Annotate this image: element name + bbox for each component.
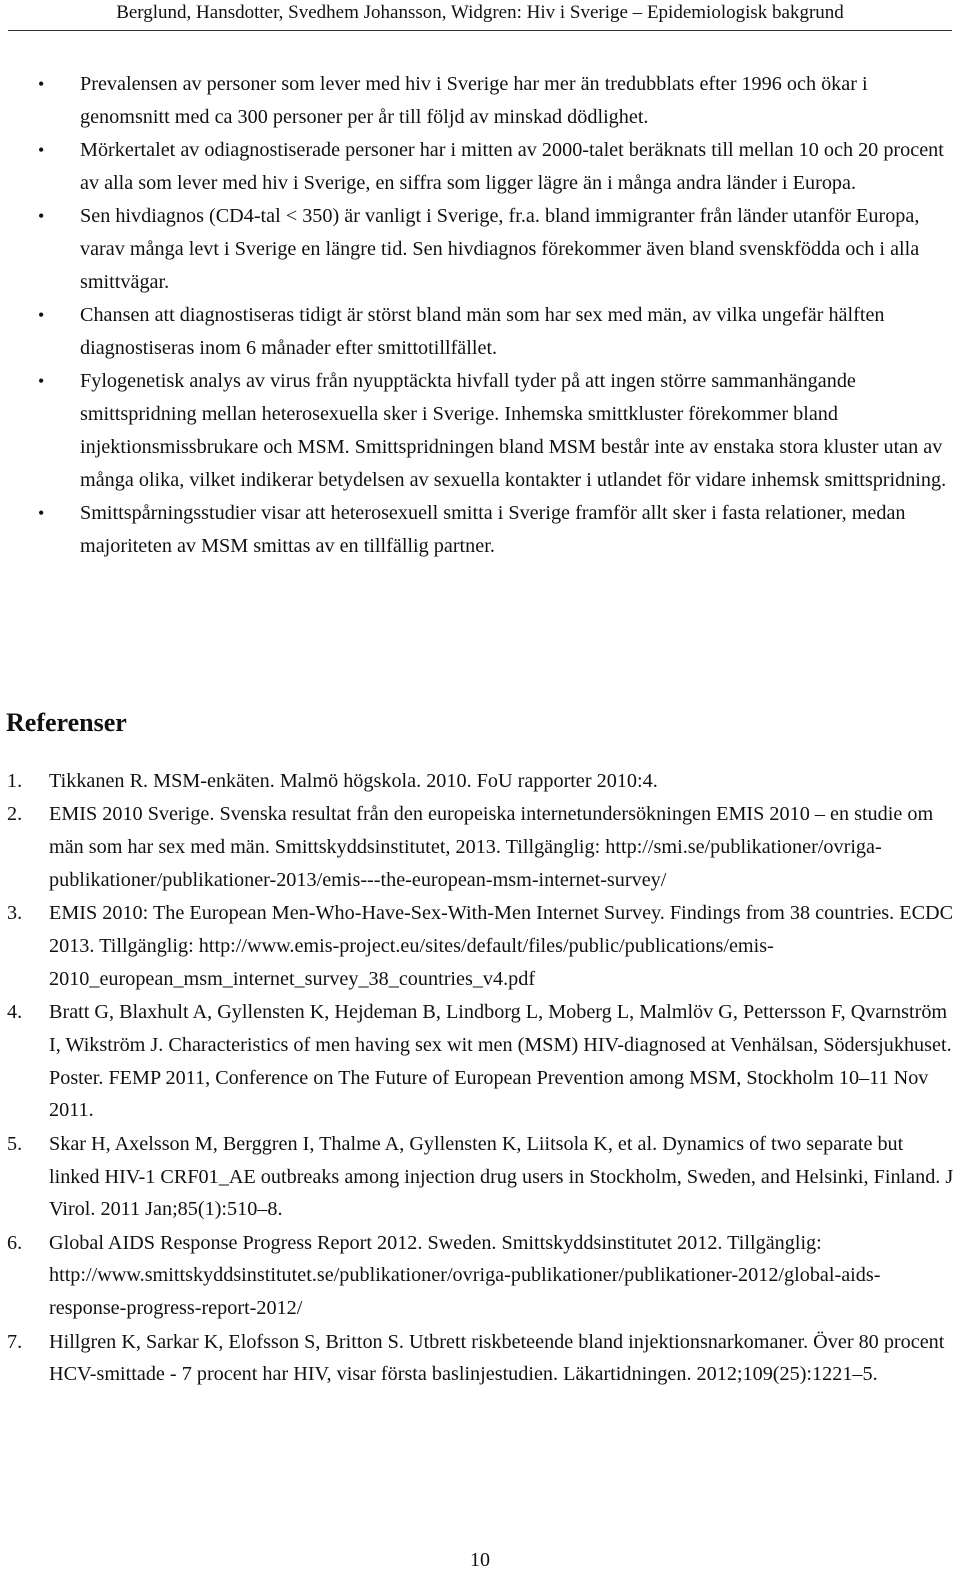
running-header: Berglund, Hansdotter, Svedhem Johansson, Widgren: Hiv i Sverige – Epidemiologisk bakgrund: [116, 2, 844, 23]
reference-number: 4.: [7, 1001, 23, 1024]
bullet-icon: •: [38, 502, 45, 523]
reference-text: Bratt G, Blaxhult A, Gyllensten K, Hejdeman B, Lindborg L, Moberg L, Malmlöv G, Pettersson F, Qvarnström I, Wikström J. Characteristics of men having sex wit men (MSM) HIV-diagnosed at Venhälsan, Södersjukhuset. Poster. FEMP 2011, Conference on The Future of European Prevention among MSM, Stockholm 10–11 Nov 2011.: [49, 1001, 952, 1122]
bullet-text: Sen hivdiagnos (CD4-tal < 350) är vanligt i Sverige, fr.a. bland immigranter från länder utanför Europa, varav många levt i Sverige en längre tid. Sen hivdiagnos förekommer även bland svenskfödda och i alla smittvägar.: [80, 205, 920, 293]
bullet-text: Fylogenetisk analys av virus från nyupptäckta hivfall tyder på att ingen större sammanhängande smittspridning mellan heterosexuella sker i Sverige. Inhemska smittkluster förekommer bland injektionsmissbrukare och MSM. Smittspridningen bland MSM består inte av enstaka stora kluster utan av många olika, vilket indikerar betydelsen av sexuella kontakter i utlandet för vidare inhemsk smittspridning.: [80, 370, 947, 491]
reference-item: [0, 1128, 960, 1226]
summary-bullet-list: [0, 68, 960, 563]
reference-item: [0, 996, 960, 1127]
reference-list: [0, 765, 960, 1392]
reference-text: EMIS 2010: The European Men-Who-Have-Sex-With-Men Internet Survey. Findings from 38 countries. ECDC 2013. Tillgänglig: http://www.emis-project.eu/sites/default/files/public/publications/emis-2010_european_msm_internet_survey_38_countries_v4.pdf: [49, 902, 954, 990]
reference-text: EMIS 2010 Sverige. Svenska resultat från den europeiska internetundersökningen EMIS 2010 – en studie om män som har sex med män. Smittskyddsinstitutet, 2013. Tillgänglig: http://smi.se/publikationer/ovriga-publikationer/publikationer-2013/emis---the-european-msm-internet-survey/: [49, 803, 934, 891]
reference-text: Skar H, Axelsson M, Berggren I, Thalme A, Gyllensten K, Liitsola K, et al. Dynamics of two separate but linked HIV-1 CRF01_AE outbreaks among injection drug users in Stockholm, Sweden, and Helsinki, Finland. J Virol. 2011 Jan;85(1):510–8.: [49, 1132, 954, 1221]
references-heading: Referenser: [6, 708, 127, 737]
bullet-item: [0, 497, 960, 563]
reference-text: Global AIDS Response Progress Report 2012. Sweden. Smittskyddsinstitutet 2012. Tillgänglig: http://www.smittskyddsinstitutet.se/publikationer/ovriga-publikationer/publikationer-2012/global-aids-response-progress-report-2012/: [49, 1231, 881, 1320]
reference-text: Hillgren K, Sarkar K, Elofsson S, Britton S. Utbrett riskbeteende bland injektionsnarkomaner. Över 80 procent HCV-smittade - 7 procent har HIV, visar första baslinjestudien. Läkartidningen. 2012;109(25):1221–5.: [49, 1330, 945, 1386]
bullet-icon: •: [38, 74, 45, 94]
bullet-text: Prevalensen av personer som lever med hiv i Sverige har mer än tredubblats efter 1996 och ökar i genomsnitt med ca 300 personer per år till följd av minskad dödlighet.: [80, 73, 868, 128]
bullet-item: [0, 365, 960, 496]
header-divider: [8, 30, 952, 31]
bullet-text: Chansen att diagnostiseras tidigt är störst bland män som har sex med män, av vilka ungefär hälften diagnostiseras inom 6 månader efter smittotillfället.: [80, 304, 885, 359]
reference-number: 7.: [7, 1330, 23, 1353]
bullet-item: [0, 68, 960, 134]
reference-item: [0, 1227, 960, 1325]
bullet-text: Mörkertalet av odiagnostiserade personer har i mitten av 2000-talet beräknats till mellan 10 och 20 procent av alla som lever med hiv i Sverige, en siffra som ligger lägre än i många andra länder i Europa.: [80, 139, 944, 194]
reference-number: 2.: [7, 803, 23, 826]
reference-item: [0, 765, 960, 798]
reference-item: [0, 1326, 960, 1392]
bullet-icon: •: [38, 206, 45, 227]
bullet-item: [0, 299, 960, 365]
reference-number: 1.: [7, 770, 23, 792]
reference-number: 3.: [7, 902, 23, 925]
bullet-icon: •: [38, 371, 45, 392]
bullet-icon: •: [38, 140, 45, 161]
bullet-item: [0, 200, 960, 298]
reference-item: [0, 897, 960, 995]
bullet-icon: •: [38, 305, 45, 326]
reference-item: [0, 798, 960, 896]
reference-number: 6.: [7, 1231, 23, 1254]
page-number: 10: [470, 1549, 490, 1571]
reference-text: Tikkanen R. MSM-enkäten. Malmö högskola. 2010. FoU rapporter 2010:4.: [49, 770, 658, 792]
reference-number: 5.: [7, 1132, 23, 1155]
bullet-item: [0, 134, 960, 200]
bullet-text: Smittspårningsstudier visar att heterosexuell smitta i Sverige framför allt sker i fasta relationer, medan majoriteten av MSM smittas av en tillfällig partner.: [80, 501, 906, 557]
